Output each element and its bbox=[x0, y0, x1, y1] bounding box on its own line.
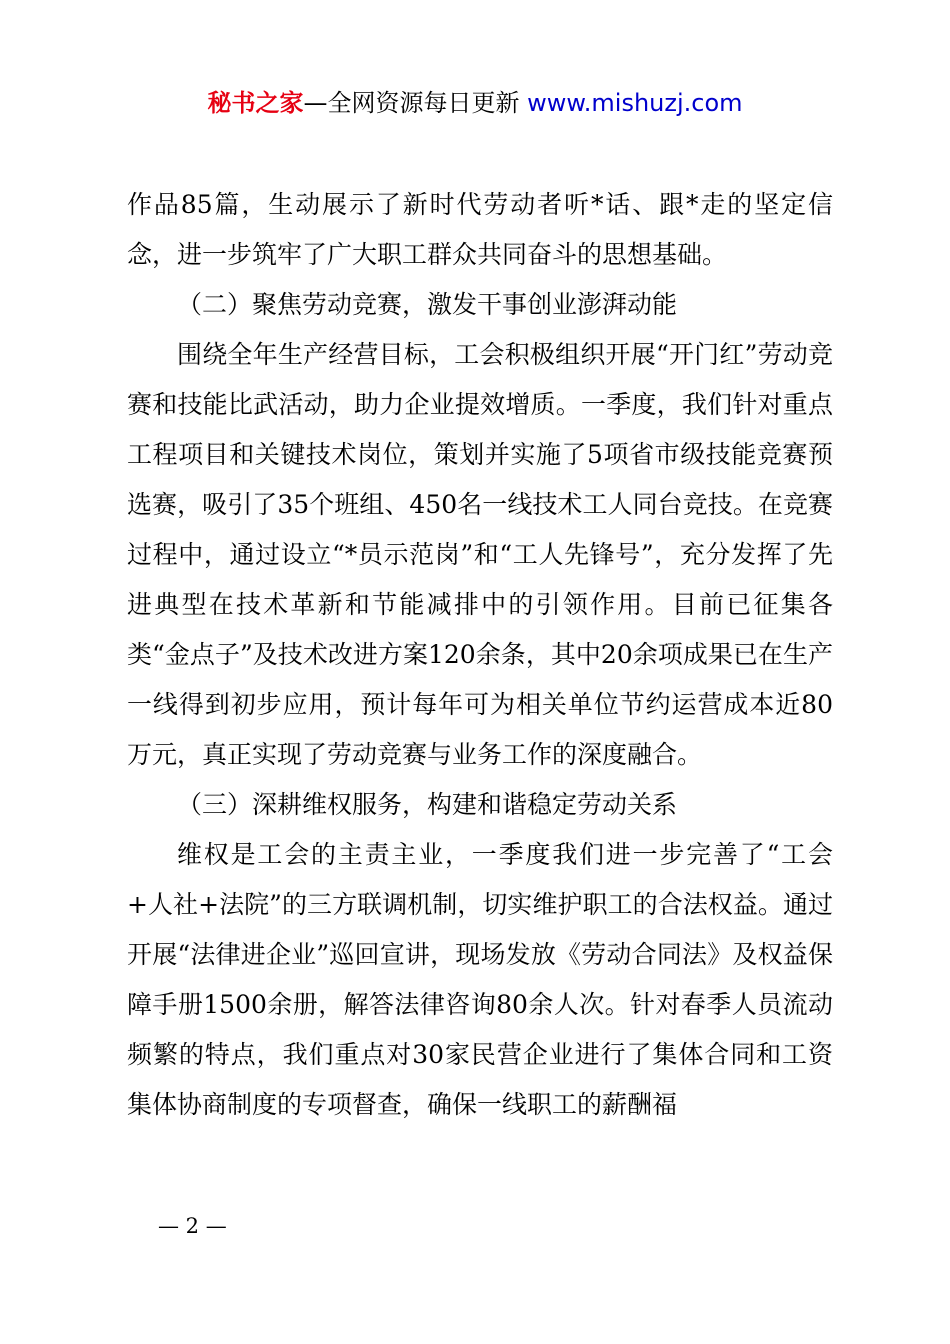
paragraph-continued: 作品85篇，生动展示了新时代劳动者听*话、跟*走的坚定信念，进一步筑牢了广大职工群众共同奋斗的思想基础。 bbox=[127, 190, 833, 269]
brand-name: 秘书之家 bbox=[207, 89, 304, 117]
section-heading-3: （三）深耕维权服务，构建和谐稳定劳动关系 bbox=[177, 790, 678, 819]
page-number: — 2 — bbox=[158, 1214, 227, 1238]
document-body bbox=[127, 180, 833, 1130]
paragraph-rights-service: 维权是工会的主责主业，一季度我们进一步完善了“工会+人社+法院”的三方联调机制，切实维护职工的合法权益。通过开展“法律进企业”巡回宣讲，现场发放《劳动合同法》及权益保障手册1500余册，解答法律咨询80余人次。针对春季人员流动频繁的特点，我们重点对30家民营企业进行了集体合同和工资集体协商制度的专项督查，确保一线职工的薪酬福 bbox=[127, 840, 833, 1119]
header-tagline: —全网资源每日更新 bbox=[303, 89, 528, 117]
website-link[interactable]: www.mishuzj.com bbox=[527, 89, 743, 117]
site-header bbox=[0, 86, 950, 120]
section-heading-2: （二）聚焦劳动竞赛，激发干事创业澎湃动能 bbox=[177, 290, 678, 319]
paragraph-labor-competition: 围绕全年生产经营目标，工会积极组织开展“开门红”劳动竞赛和技能比武活动，助力企业提效增质。一季度，我们针对重点工程项目和关键技术岗位，策划并实施了5项省市级技能竞赛预选赛，吸引了35个班组、450名一线技术工人同台竞技。在竞赛过程中，通过设立“*员示范岗”和“工人先锋号”，充分发挥了先进典型在技术革新和节能减排中的引领作用。目前已征集各类“金点子”及技术改进方案120余条，其中20余项成果已在生产一线得到初步应用，预计每年可为相关单位节约运营成本近80万元，真正实现了劳动竞赛与业务工作的深度融合。 bbox=[127, 340, 833, 769]
